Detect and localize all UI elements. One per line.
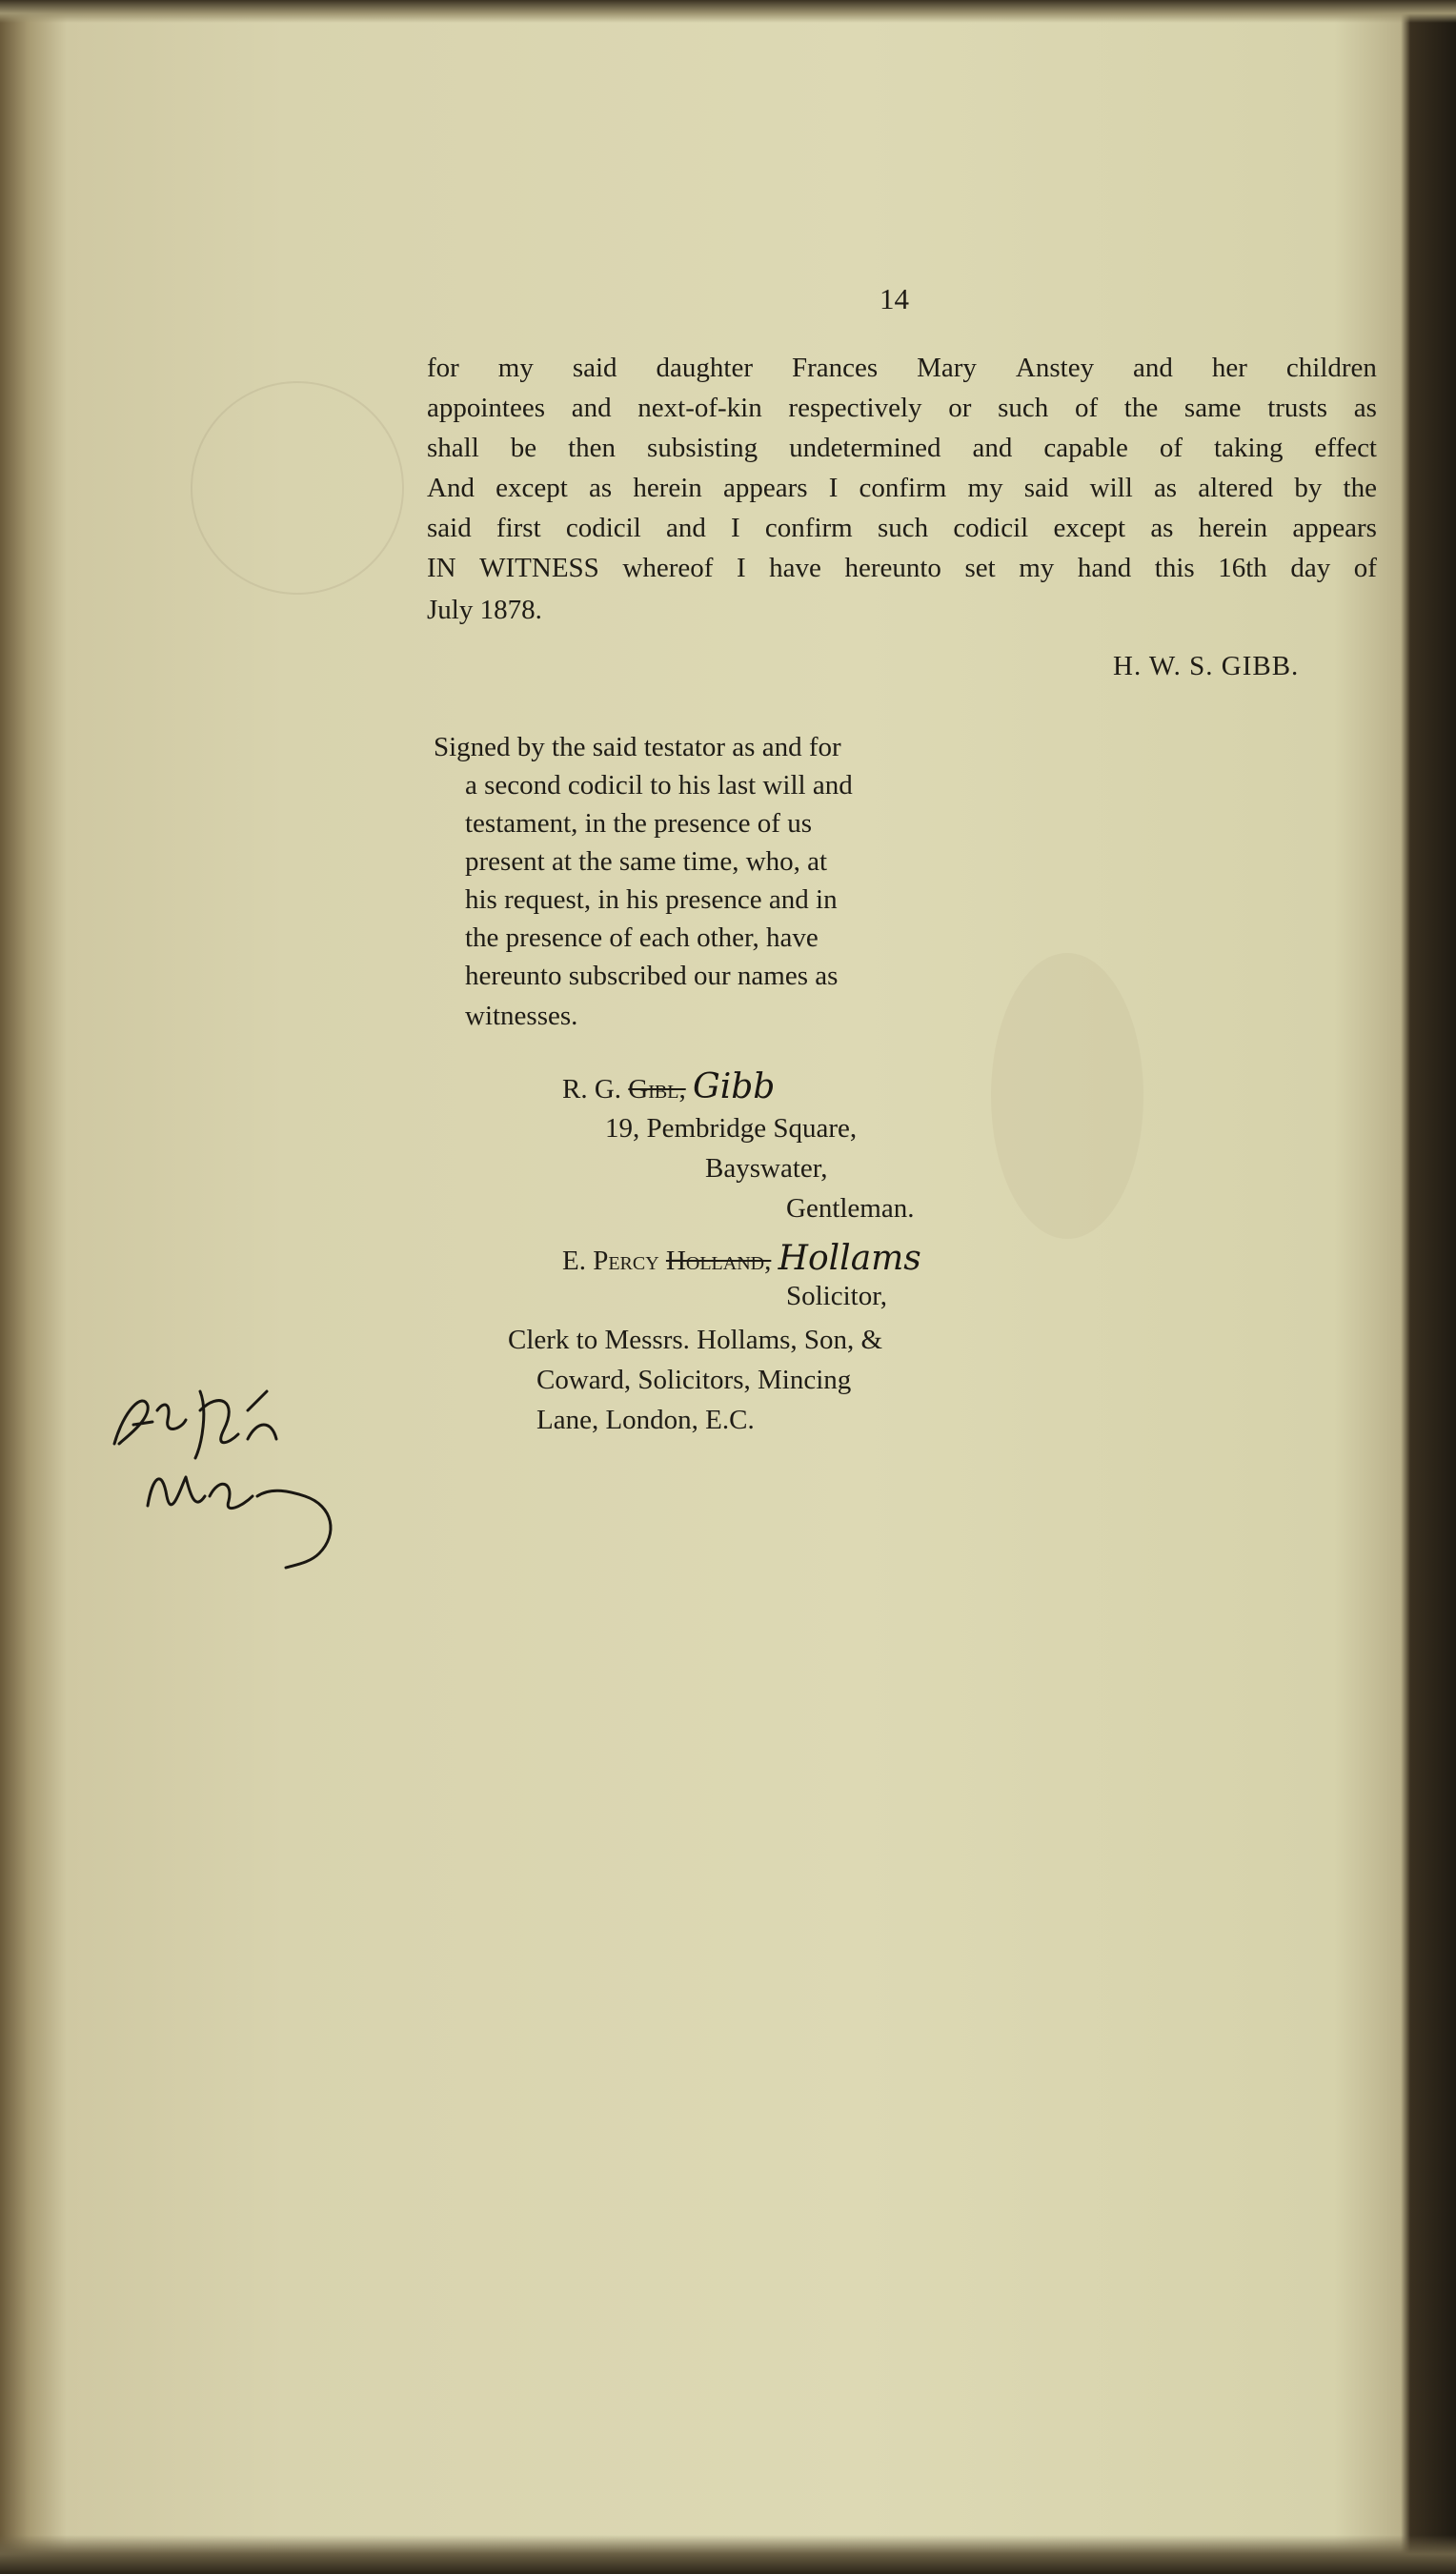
body-word: children [1285,353,1377,383]
body-word: her [1211,353,1247,383]
page-number: 14 [880,282,909,315]
witness2-detail: Clerk to Messrs. Hollams, Son, & [508,1325,883,1355]
body-word: as [1150,513,1174,543]
attestation-line: present at the same time, who, at [465,846,828,877]
body-word: as [588,473,613,503]
page-top-edge [0,0,1456,23]
witness1-initials: R. G. [562,1074,622,1105]
body-word: confirm [764,513,853,543]
body-word: 16th [1218,553,1267,583]
body-word: of [1353,553,1377,583]
body-word: and [972,433,1013,463]
margin-signature-icon [105,1353,353,1582]
body-word: Frances [791,353,879,383]
witness1-name-line [562,1067,775,1106]
attestation-line: Signed by the said testator as and for [434,732,841,762]
body-word: the [1343,473,1377,503]
body-word: and [1133,353,1173,383]
body-word: my [1019,553,1055,583]
attestation-line: witnesses. [465,1001,578,1031]
witness1-address: Gentleman. [786,1193,915,1224]
body-word: appears [722,473,808,503]
witness2-struck-name: Holland, [665,1246,772,1276]
body-word: taking [1214,433,1284,463]
body-word: said [572,353,617,383]
body-word: I [736,553,746,583]
body-word: have [769,553,821,583]
attestation-line: his request, in his presence and in [465,884,838,915]
body-word: next-of-kin [637,393,762,423]
body-word: hereunto [844,553,941,583]
body-word: appears [1292,513,1377,543]
witness2-initials: E. Percy [562,1246,659,1276]
body-word: my [497,353,534,383]
body-line [427,473,1377,504]
body-word: as [1353,393,1377,423]
body-word: be [510,433,537,463]
body-word: trusts [1267,393,1328,423]
body-word: first [495,513,541,543]
body-word: whereof [622,553,714,583]
body-word: except [1053,513,1126,543]
body-word: as [1153,473,1178,503]
body-line [427,553,1377,584]
body-word: this [1154,553,1195,583]
body-word: undetermined [789,433,941,463]
body-word: will [1089,473,1133,503]
paper-stain [991,953,1143,1239]
witness1-struck-name: Gibl, [628,1074,686,1105]
body-word: for [427,353,459,383]
body-word: WITNESS [479,553,599,583]
body-word: Anstey [1015,353,1095,383]
body-word: of [1159,433,1183,463]
witness2-occupation: Solicitor, [786,1281,887,1311]
body-word: capable [1043,433,1128,463]
body-word: and [571,393,612,423]
witness2-name-line [562,1239,921,1278]
paper-stain [191,381,404,595]
body-word: IN [427,553,456,583]
witness2-detail: Coward, Solicitors, Mincing [536,1365,852,1395]
witness2-handwritten-correction: Hollams [778,1239,921,1278]
attestation-line: hereunto subscribed our names as [465,961,839,991]
body-word: codicil [565,513,641,543]
body-word: said [427,513,472,543]
body-word: my [967,473,1003,503]
body-word: of [1074,393,1099,423]
body-line [427,513,1377,544]
body-word: I [731,513,740,543]
body-word: And [427,473,475,503]
body-word: and [665,513,706,543]
body-word: Mary [917,353,977,383]
body-word: I [828,473,839,503]
testator-signature: H. W. S. GIBB. [1113,651,1300,681]
body-word: altered [1198,473,1274,503]
body-word: by [1294,473,1323,503]
body-word: daughter [656,353,753,383]
body-word: herein [633,473,702,503]
witness1-address: Bayswater, [705,1153,828,1184]
body-word: such [998,393,1049,423]
body-word: then [568,433,617,463]
body-line: July 1878. [427,595,542,625]
body-word: shall [427,433,479,463]
attestation-line: the presence of each other, have [465,922,819,953]
attestation-line: a second codicil to his last will and [465,770,853,801]
body-word: except [495,473,568,503]
body-word: set [964,553,996,583]
body-word: herein [1198,513,1268,543]
witness2-detail: Lane, London, E.C. [536,1405,755,1435]
body-word: day [1290,553,1331,583]
body-word: the [1123,393,1159,423]
body-line [427,433,1377,464]
body-word: said [1023,473,1069,503]
body-word: codicil [953,513,1029,543]
body-word: same [1183,393,1242,423]
body-line [427,393,1377,424]
page-bottom-edge [0,2535,1456,2574]
witness1-handwritten-correction: Gibb [692,1067,776,1106]
body-word: respectively [788,393,922,423]
body-line [427,353,1377,384]
body-word: confirm [859,473,947,503]
body-word: such [877,513,929,543]
body-word: effect [1314,433,1377,463]
witness1-address: 19, Pembridge Square, [605,1113,858,1144]
body-word: hand [1077,553,1132,583]
attestation-line: testament, in the presence of us [465,808,812,839]
body-word: subsisting [647,433,758,463]
body-word: or [948,393,972,423]
body-word: appointees [427,393,546,423]
